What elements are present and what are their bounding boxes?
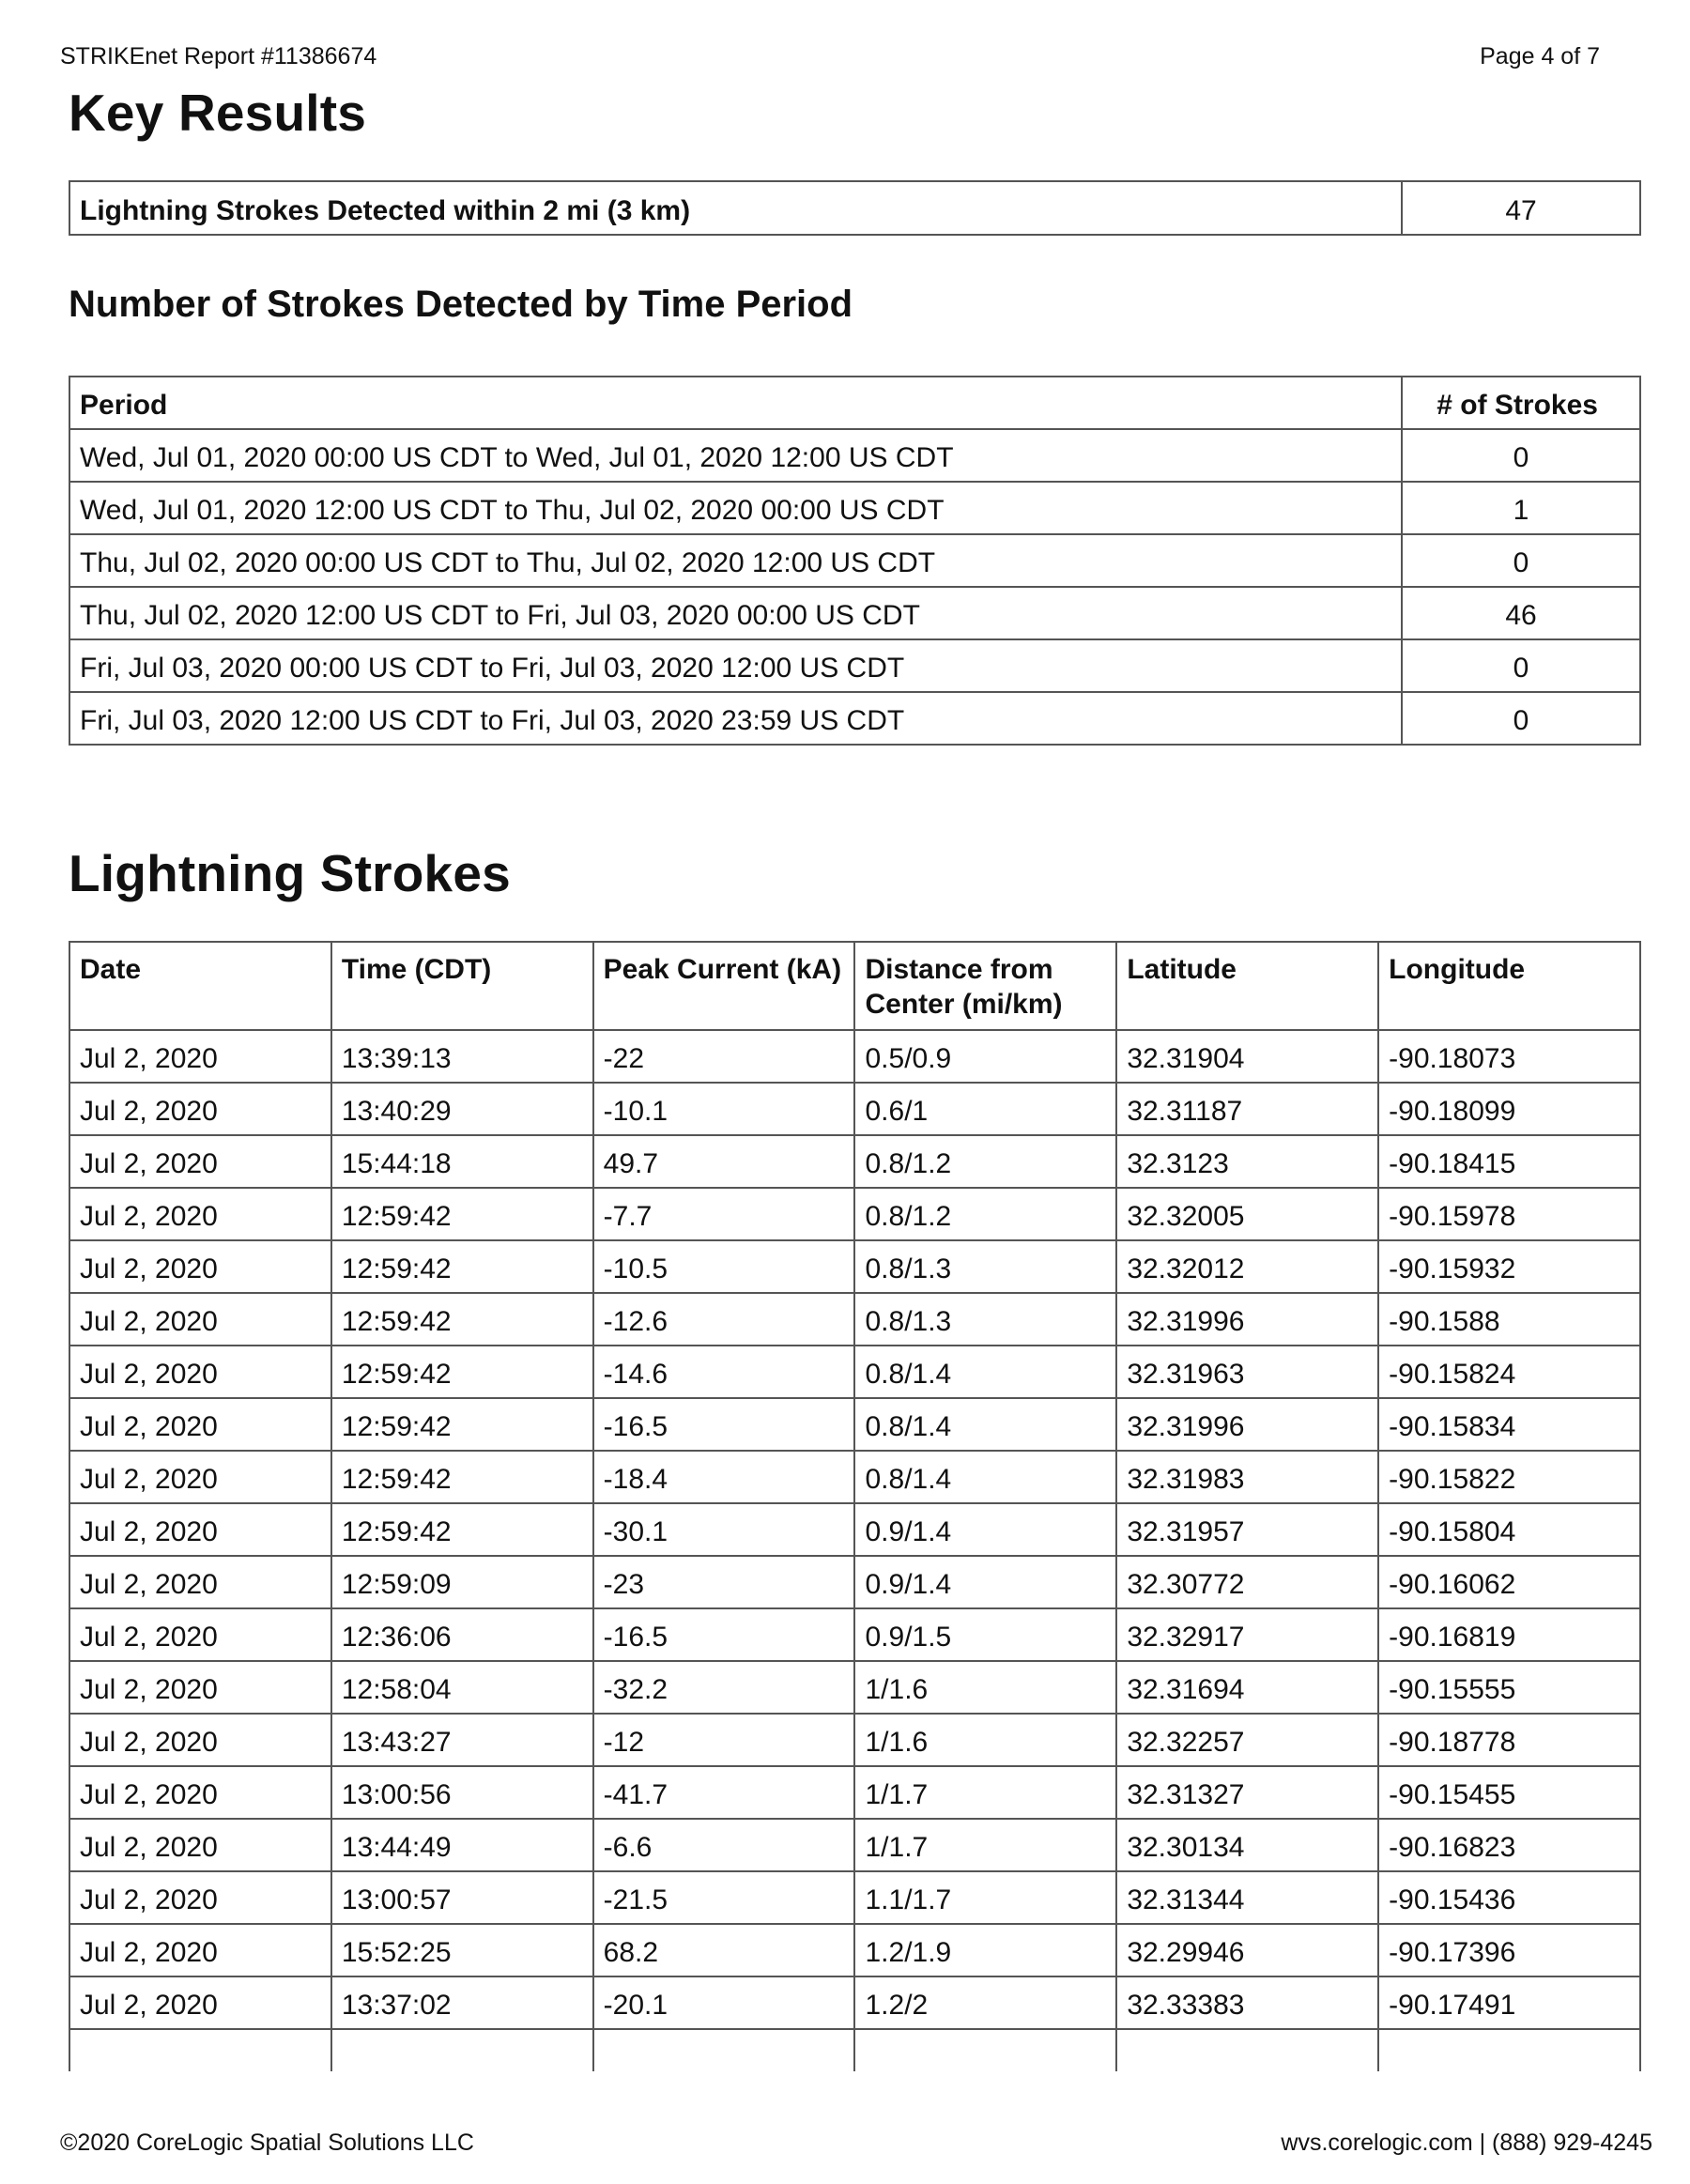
latitude-cell: 32.32012 <box>1116 1240 1378 1293</box>
column-header-date: Date <box>69 942 331 1030</box>
distance-cell: 0.8/1.3 <box>854 1240 1116 1293</box>
longitude-cell: -90.1588 <box>1378 1293 1640 1346</box>
distance-cell: 1.2/1.9 <box>854 1924 1116 1976</box>
table-row <box>69 1346 1640 1398</box>
stroke-count-cell: 0 <box>1402 429 1640 482</box>
table-row <box>69 429 1640 482</box>
table-row <box>69 1924 1640 1976</box>
longitude-cell: -90.17491 <box>1378 1976 1640 2029</box>
latitude-cell: 32.33383 <box>1116 1976 1378 2029</box>
table-row <box>69 1451 1640 1503</box>
longitude-cell: -90.15978 <box>1378 1188 1640 1240</box>
peak-current-cell: -12.6 <box>593 1293 855 1346</box>
time-cell: 13:37:02 <box>331 1976 593 2029</box>
peak-current-cell: 49.7 <box>593 1135 855 1188</box>
stroke-count-cell: 0 <box>1402 692 1640 745</box>
table-row <box>69 1766 1640 1819</box>
periods-table <box>69 376 1641 746</box>
key-results-label: Lightning Strokes Detected within 2 mi (3 km) <box>69 181 1402 235</box>
stroke-count-cell: 1 <box>1402 482 1640 534</box>
empty-cell <box>593 2029 855 2071</box>
date-cell: Jul 2, 2020 <box>69 1766 331 1819</box>
time-cell: 12:59:42 <box>331 1293 593 1346</box>
period-cell: Fri, Jul 03, 2020 00:00 US CDT to Fri, Jul 03, 2020 12:00 US CDT <box>69 639 1402 692</box>
time-cell: 12:59:42 <box>331 1188 593 1240</box>
period-cell: Thu, Jul 02, 2020 12:00 US CDT to Fri, Jul 03, 2020 00:00 US CDT <box>69 587 1402 639</box>
time-cell: 13:43:27 <box>331 1714 593 1766</box>
latitude-cell: 32.31694 <box>1116 1661 1378 1714</box>
table-row <box>69 1083 1640 1135</box>
strokes-body <box>69 1030 1640 2071</box>
distance-cell: 0.9/1.5 <box>854 1608 1116 1661</box>
peak-current-cell: -12 <box>593 1714 855 1766</box>
table-row <box>69 1608 1640 1661</box>
distance-cell: 1/1.7 <box>854 1819 1116 1871</box>
table-header-row <box>69 377 1640 429</box>
column-header-latitude: Latitude <box>1116 942 1378 1030</box>
longitude-cell: -90.15824 <box>1378 1346 1640 1398</box>
latitude-cell: 32.31963 <box>1116 1346 1378 1398</box>
longitude-cell: -90.18099 <box>1378 1083 1640 1135</box>
date-cell: Jul 2, 2020 <box>69 1451 331 1503</box>
column-header-count: # of Strokes <box>1402 377 1640 429</box>
distance-cell: 1/1.6 <box>854 1714 1116 1766</box>
peak-current-cell: -16.5 <box>593 1398 855 1451</box>
latitude-cell: 32.32917 <box>1116 1608 1378 1661</box>
peak-current-cell: -7.7 <box>593 1188 855 1240</box>
distance-cell: 0.9/1.4 <box>854 1556 1116 1608</box>
distance-cell: 0.8/1.3 <box>854 1293 1116 1346</box>
strokes-table <box>69 941 1641 2071</box>
date-cell: Jul 2, 2020 <box>69 1819 331 1871</box>
distance-cell: 1/1.7 <box>854 1766 1116 1819</box>
date-cell: Jul 2, 2020 <box>69 1503 331 1556</box>
contact-info: wvs.corelogic.com | (888) 929-4245 <box>1281 2130 1652 2156</box>
date-cell: Jul 2, 2020 <box>69 1976 331 2029</box>
latitude-cell: 32.31996 <box>1116 1293 1378 1346</box>
latitude-cell: 32.32005 <box>1116 1188 1378 1240</box>
date-cell: Jul 2, 2020 <box>69 1924 331 1976</box>
date-cell: Jul 2, 2020 <box>69 1293 331 1346</box>
table-header-row <box>69 942 1640 1030</box>
distance-cell: 0.8/1.2 <box>854 1135 1116 1188</box>
date-cell: Jul 2, 2020 <box>69 1135 331 1188</box>
time-cell: 13:40:29 <box>331 1083 593 1135</box>
peak-current-cell: -23 <box>593 1556 855 1608</box>
date-cell: Jul 2, 2020 <box>69 1608 331 1661</box>
empty-cell <box>1378 2029 1640 2071</box>
time-cell: 13:00:57 <box>331 1871 593 1924</box>
period-cell: Wed, Jul 01, 2020 00:00 US CDT to Wed, Jul 01, 2020 12:00 US CDT <box>69 429 1402 482</box>
distance-cell: 0.8/1.4 <box>854 1451 1116 1503</box>
latitude-cell: 32.30772 <box>1116 1556 1378 1608</box>
time-cell: 15:44:18 <box>331 1135 593 1188</box>
distance-cell: 0.8/1.4 <box>854 1346 1116 1398</box>
peak-current-cell: -41.7 <box>593 1766 855 1819</box>
periods-body <box>69 429 1640 745</box>
peak-current-cell: -14.6 <box>593 1346 855 1398</box>
table-row <box>69 1398 1640 1451</box>
distance-cell: 0.5/0.9 <box>854 1030 1116 1083</box>
key-results-value: 47 <box>1402 181 1640 235</box>
empty-cell <box>854 2029 1116 2071</box>
table-row <box>69 1976 1640 2029</box>
column-header-peak-current: Peak Current (kA) <box>593 942 855 1030</box>
longitude-cell: -90.15436 <box>1378 1871 1640 1924</box>
period-cell: Wed, Jul 01, 2020 12:00 US CDT to Thu, Jul 02, 2020 00:00 US CDT <box>69 482 1402 534</box>
table-row <box>69 1714 1640 1766</box>
date-cell: Jul 2, 2020 <box>69 1556 331 1608</box>
distance-cell: 0.8/1.4 <box>854 1398 1116 1451</box>
latitude-cell: 32.29946 <box>1116 1924 1378 1976</box>
time-cell: 12:59:42 <box>331 1451 593 1503</box>
empty-cell <box>1116 2029 1378 2071</box>
period-cell: Thu, Jul 02, 2020 00:00 US CDT to Thu, Jul 02, 2020 12:00 US CDT <box>69 534 1402 587</box>
latitude-cell: 32.30134 <box>1116 1819 1378 1871</box>
peak-current-cell: 68.2 <box>593 1924 855 1976</box>
stroke-count-cell: 0 <box>1402 639 1640 692</box>
longitude-cell: -90.17396 <box>1378 1924 1640 1976</box>
distance-cell: 1.1/1.7 <box>854 1871 1116 1924</box>
longitude-cell: -90.15555 <box>1378 1661 1640 1714</box>
table-row <box>69 181 1640 235</box>
table-row <box>69 639 1640 692</box>
distance-cell: 1/1.6 <box>854 1661 1116 1714</box>
page-header <box>60 38 1600 75</box>
latitude-cell: 32.31904 <box>1116 1030 1378 1083</box>
latitude-cell: 32.31327 <box>1116 1766 1378 1819</box>
peak-current-cell: -22 <box>593 1030 855 1083</box>
time-cell: 13:39:13 <box>331 1030 593 1083</box>
column-header-longitude: Longitude <box>1378 942 1640 1030</box>
copyright: ©2020 CoreLogic Spatial Solutions LLC <box>60 2130 474 2156</box>
table-row <box>69 1556 1640 1608</box>
table-row <box>69 1661 1640 1714</box>
time-cell: 12:59:42 <box>331 1240 593 1293</box>
table-row <box>69 1188 1640 1240</box>
latitude-cell: 32.31344 <box>1116 1871 1378 1924</box>
peak-current-cell: -20.1 <box>593 1976 855 2029</box>
longitude-cell: -90.15932 <box>1378 1240 1640 1293</box>
table-row <box>69 534 1640 587</box>
peak-current-cell: -16.5 <box>593 1608 855 1661</box>
longitude-cell: -90.15822 <box>1378 1451 1640 1503</box>
time-cell: 12:59:42 <box>331 1346 593 1398</box>
column-header-period: Period <box>69 377 1402 429</box>
table-row <box>69 587 1640 639</box>
longitude-cell: -90.15804 <box>1378 1503 1640 1556</box>
report-id: STRIKEnet Report #11386674 <box>60 43 377 69</box>
table-row <box>69 1135 1640 1188</box>
column-header-distance: Distance from Center (mi/km) <box>854 942 1116 1030</box>
page-number: Page 4 of 7 <box>1480 43 1600 69</box>
date-cell: Jul 2, 2020 <box>69 1398 331 1451</box>
date-cell: Jul 2, 2020 <box>69 1714 331 1766</box>
date-cell: Jul 2, 2020 <box>69 1188 331 1240</box>
time-cell: 12:58:04 <box>331 1661 593 1714</box>
strokes-table-container <box>69 941 1641 2071</box>
peak-current-cell: -30.1 <box>593 1503 855 1556</box>
longitude-cell: -90.16819 <box>1378 1608 1640 1661</box>
distance-cell: 1.2/2 <box>854 1976 1116 2029</box>
time-cell: 13:00:56 <box>331 1766 593 1819</box>
latitude-cell: 32.3123 <box>1116 1135 1378 1188</box>
table-row <box>69 1503 1640 1556</box>
table-row <box>69 1819 1640 1871</box>
table-row <box>69 1293 1640 1346</box>
date-cell: Jul 2, 2020 <box>69 1030 331 1083</box>
longitude-cell: -90.18778 <box>1378 1714 1640 1766</box>
peak-current-cell: -10.1 <box>593 1083 855 1135</box>
peak-current-cell: -10.5 <box>593 1240 855 1293</box>
peak-current-cell: -6.6 <box>593 1819 855 1871</box>
column-header-time: Time (CDT) <box>331 942 593 1030</box>
empty-cell <box>69 2029 331 2071</box>
table-row <box>69 1240 1640 1293</box>
date-cell: Jul 2, 2020 <box>69 1346 331 1398</box>
date-cell: Jul 2, 2020 <box>69 1240 331 1293</box>
lightning-strokes-title: Lightning Strokes <box>69 844 511 902</box>
time-cell: 12:36:06 <box>331 1608 593 1661</box>
time-cell: 13:44:49 <box>331 1819 593 1871</box>
date-cell: Jul 2, 2020 <box>69 1871 331 1924</box>
periods-title: Number of Strokes Detected by Time Period <box>69 284 853 325</box>
period-cell: Fri, Jul 03, 2020 12:00 US CDT to Fri, Jul 03, 2020 23:59 US CDT <box>69 692 1402 745</box>
latitude-cell: 32.31983 <box>1116 1451 1378 1503</box>
table-row <box>69 1871 1640 1924</box>
latitude-cell: 32.31187 <box>1116 1083 1378 1135</box>
time-cell: 12:59:42 <box>331 1398 593 1451</box>
latitude-cell: 32.32257 <box>1116 1714 1378 1766</box>
latitude-cell: 32.31957 <box>1116 1503 1378 1556</box>
time-cell: 12:59:42 <box>331 1503 593 1556</box>
key-results-table <box>69 180 1641 236</box>
table-row <box>69 692 1640 745</box>
date-cell: Jul 2, 2020 <box>69 1083 331 1135</box>
empty-cell <box>331 2029 593 2071</box>
table-row-continued <box>69 2029 1640 2071</box>
date-cell: Jul 2, 2020 <box>69 1661 331 1714</box>
longitude-cell: -90.15834 <box>1378 1398 1640 1451</box>
time-cell: 12:59:09 <box>331 1556 593 1608</box>
longitude-cell: -90.18073 <box>1378 1030 1640 1083</box>
key-results-title: Key Results <box>69 84 367 142</box>
stroke-count-cell: 46 <box>1402 587 1640 639</box>
peak-current-cell: -32.2 <box>593 1661 855 1714</box>
peak-current-cell: -18.4 <box>593 1451 855 1503</box>
distance-cell: 0.6/1 <box>854 1083 1116 1135</box>
distance-cell: 0.8/1.2 <box>854 1188 1116 1240</box>
table-row <box>69 1030 1640 1083</box>
time-cell: 15:52:25 <box>331 1924 593 1976</box>
distance-cell: 0.9/1.4 <box>854 1503 1116 1556</box>
longitude-cell: -90.18415 <box>1378 1135 1640 1188</box>
longitude-cell: -90.16823 <box>1378 1819 1640 1871</box>
longitude-cell: -90.16062 <box>1378 1556 1640 1608</box>
peak-current-cell: -21.5 <box>593 1871 855 1924</box>
latitude-cell: 32.31996 <box>1116 1398 1378 1451</box>
table-row <box>69 482 1640 534</box>
longitude-cell: -90.15455 <box>1378 1766 1640 1819</box>
stroke-count-cell: 0 <box>1402 534 1640 587</box>
